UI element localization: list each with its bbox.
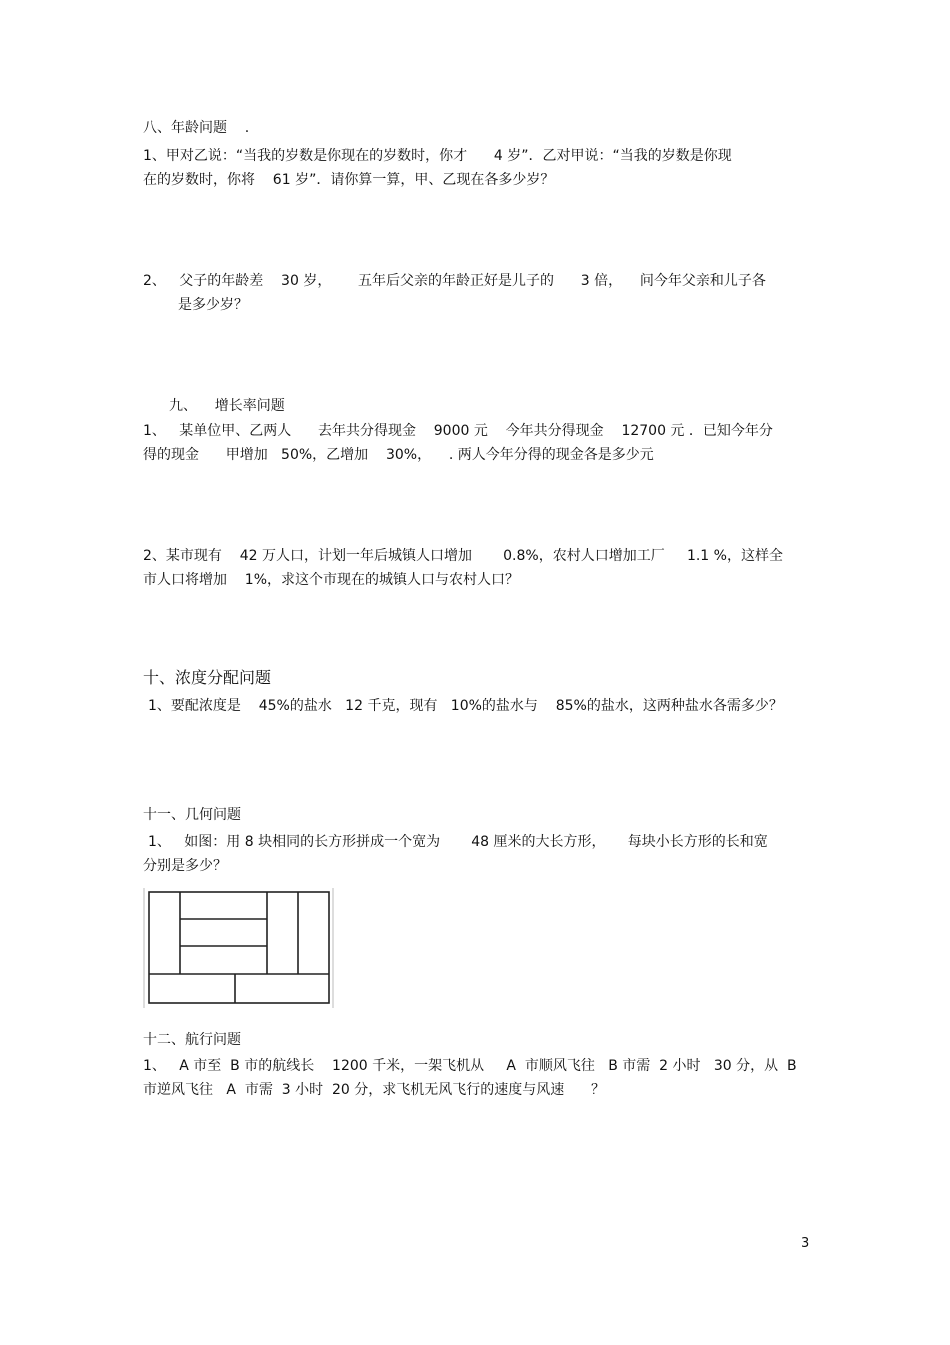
age-question-1-line-2: 在的岁数时，你将 61 岁”．请你算一算，甲、乙现在各多少岁？: [143, 172, 555, 188]
flight-question-1-line-2: 市逆风飞往 A 市需 3 小时 20 分，求飞机无风飞行的速度与风速 ？: [143, 1082, 605, 1098]
page-number: 3: [801, 1236, 810, 1251]
rectangles-diagram: [143, 888, 335, 1008]
section-heading-flight: 十二、航行问题: [143, 1032, 241, 1048]
section-heading-geometry: 十一、几何问题: [143, 807, 241, 823]
age-question-2-line-2: 是多少岁？: [178, 297, 248, 313]
growth-question-1-line-1: 1、 某单位甲、乙两人 去年共分得现金 9000 元 今年共分得现金 12700 元 ．已知今年分: [143, 423, 773, 439]
age-question-2-line-1: 2、 父子的年龄差 30 岁， 五年后父亲的年龄正好是儿子的 3 倍， 问今年父亲和儿子各: [143, 273, 766, 289]
growth-question-1-line-2: 得的现金 甲增加 50%，乙增加 30%， . 两人今年分得的现金各是多少元: [143, 447, 654, 463]
rectangles-figure: [143, 888, 335, 1008]
outer-rectangle: [149, 892, 329, 1003]
geometry-question-1-line-2: 分别是多少？: [143, 858, 227, 874]
growth-question-2-line-1: 2、某市现有 42 万人口，计划一年后城镇人口增加 0.8%，农村人口增加工厂 1.1 %，这样全: [143, 548, 783, 564]
flight-question-1-line-1: 1、 A 市至 B 市的航线长 1200 千米，一架飞机从 A 市顺风飞往 B 市需 2 小时 30 分，从 B: [143, 1058, 797, 1074]
section-heading-concentration: 十、浓度分配问题: [143, 668, 272, 687]
section-heading-growth: 九、 增长率问题: [169, 398, 285, 414]
geometry-question-1-line-1: 1、 如图：用 8 块相同的长方形拼成一个宽为 48 厘米的大长方形， 每块小长方形的长和宽: [148, 834, 768, 850]
age-question-1-line-1: 1、甲对乙说：“当我的岁数是你现在的岁数时，你才 4 岁”．乙对甲说：“当我的岁数是你现: [143, 148, 732, 164]
growth-question-2-line-2: 市人口将增加 1%，求这个市现在的城镇人口与农村人口？: [143, 572, 520, 588]
concentration-question-1: 1、要配浓度是 45%的盐水 12 千克，现有 10%的盐水与 85%的盐水，这两种盐水各需多少？: [148, 698, 783, 714]
section-heading-age: 八、年龄问题 .: [143, 120, 250, 136]
